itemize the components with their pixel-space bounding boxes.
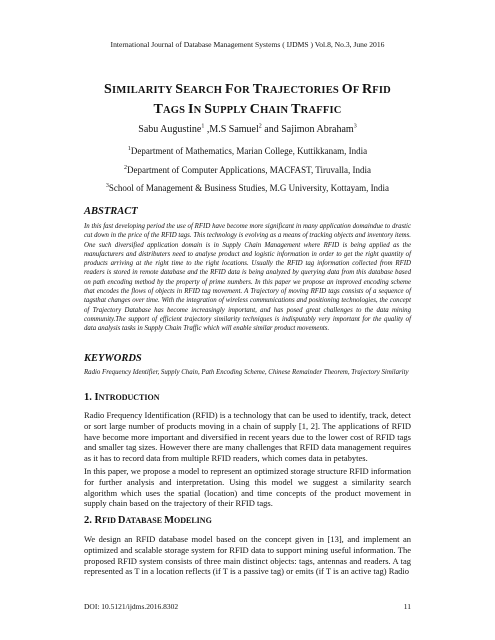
- journal-header: International Journal of Database Management Systems ( IJDMS ) Vol.8, No.3, June 2016: [110, 40, 385, 49]
- section-1-heading: 1. INTRODUCTION: [84, 392, 160, 403]
- affiliation-3: $^3$School of Management & Business Studies, M.G University, Kottayam, India: [105, 183, 390, 193]
- author-2: ,M.S Samuel: [204, 124, 259, 135]
- keywords-text: Radio Frequency Identifier, Supply Chain, Path Encoding Scheme, Chinese Remainder Theorem, Trajectory Similarity: [84, 369, 409, 376]
- author-list: Sabu Augustine$^1$ ,M.S Samuel$^2$ and Sajimon Abraham$^3$: [138, 123, 357, 135]
- title-line-1: SIMILARITY SEARCH FOR TRAJECTORIES OF RFID: [104, 82, 391, 97]
- section-1-paragraph-2: In this paper, we propose a model to represent an optimized storage structure RFID information for further analysis and interpretation. Using this model we suggest a similarity search algorithm which uses the spatial (location) and time concepts of the product movement in supply chain based on the trajectory of their RFID tags.: [84, 466, 411, 509]
- affiliation-1: $^1$Department of Mathematics, Marian College, Kuttikkanam, India: [127, 146, 368, 156]
- author-1: Sabu Augustine: [138, 124, 202, 135]
- page-footer: [84, 602, 411, 611]
- author-3: and Sajimon Abraham: [261, 124, 354, 135]
- abstract-heading: ABSTRACT: [84, 206, 138, 217]
- keywords-heading: KEYWORDS: [84, 353, 142, 364]
- affiliation-2: $^2$Department of Computer Applications, MACFAST, Tiruvalla, India: [124, 165, 371, 175]
- paper-title: [0, 80, 495, 120]
- section-1-paragraph-1: Radio Frequency Identification (RFID) is a technology that can be used to identify, track, detect or sort large number of products moving in a chain of supply [1, 2]. The applications of RFID have become more important and diversified in recent years due to the lower cost of RFID tags and smaller tag sizes. However there are many challenges that RFID data management requires as it has to record data from multiple RFID readers, which comes data in petabytes.: [84, 410, 411, 464]
- title-line-2: TAGS IN SUPPLY CHAIN TRAFFIC: [153, 102, 342, 117]
- section-2-heading: 2. RFID DATABASE MODELING: [84, 515, 212, 526]
- doi: DOI: 10.5121/ijdms.2016.8302: [84, 602, 179, 611]
- section-2-paragraph-1: We design an RFID database model based on the concept given in [13], and implement an optimized and scalable storage system for RFID data to support mining useful information. The proposed RFID system consists of three main distinct objects: tags, antennas and readers. A tag represented as T in a location reflects (if T is a passive tag) or emits (if T is an active tag) Radio: [84, 534, 411, 577]
- abstract-text: In this fast developing period the use of RFID have become more significant in many application domaindue to drastic cut down in the price of the RFID tags. This technology is evolving as a means of tracking objects and inventory items. One such diversified application domain is in Supply Chain Management where RFID is being applied as the manufacturers and distributers need to analyse product and logistic information in order to get the right quantity of products arriving at the right time to the right locations. Usually the RFID tag information collected from RFID readers is stored in remote database and the RFID data is being analyzed by querying data from this database based on path encoding method by the property of prime numbers. In this paper we propose an improved encoding scheme that encodes the flows of objects in RFID tag movement. A Trajectory of moving RFID tags consists of a sequence of tagsthat changes over time. With the integration of wireless communications and positioning technologies, the concept of Trajectory Database has become increasingly important, and has posed great challenges to the data mining community.The support of efficient trajectory similarity techniques is indisputably very important for the quality of data analysis tasks in Supply Chain Traffic which will enable similar product movements.: [84, 223, 411, 333]
- page-number: 11: [403, 602, 411, 611]
